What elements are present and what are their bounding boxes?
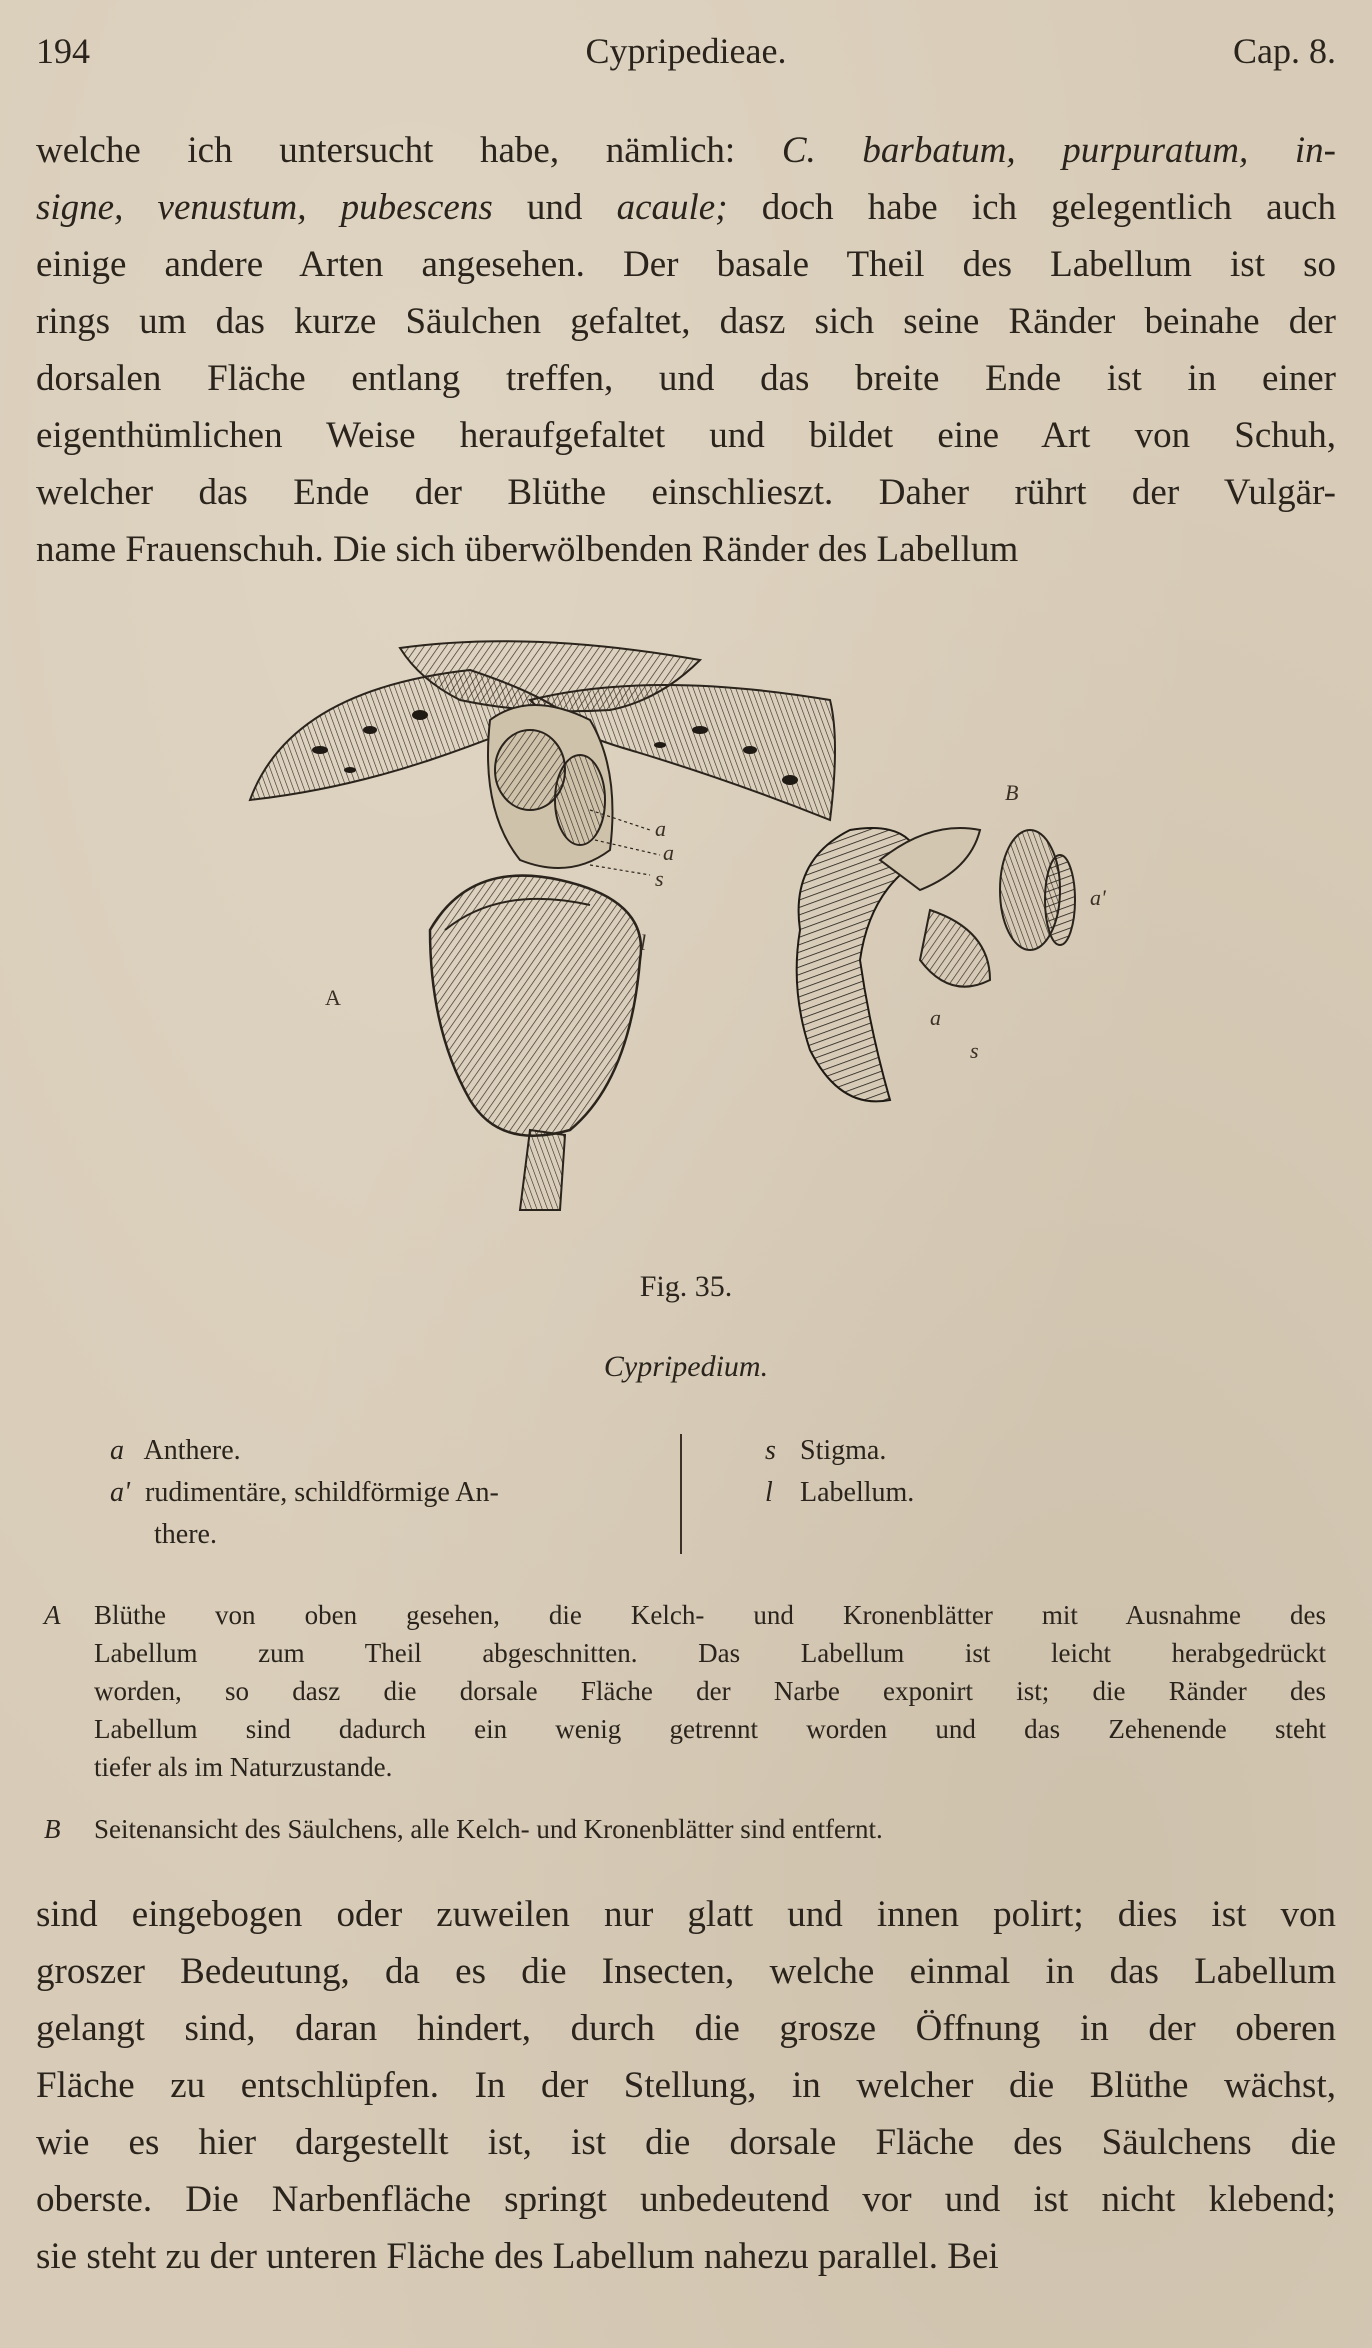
figure-label-l: l	[640, 930, 647, 955]
plate-text-A	[36, 1596, 1326, 1786]
text-run: doch habe ich gelegentlich auch	[727, 187, 1337, 228]
plate-description-B	[36, 1810, 1326, 1848]
figure-name: Cypripedium.	[603, 1350, 769, 1383]
plate-text-B	[36, 1810, 1326, 1848]
figure-label-B: B	[1005, 780, 1019, 805]
text-line: groszer Bedeutung, da es die Insecten, welche einmal in das Labellum	[36, 1951, 1336, 1992]
legend-key: l	[765, 1477, 773, 1508]
plate-description-A	[36, 1596, 1326, 1786]
figure-legend	[110, 1430, 1110, 1560]
figure-35	[230, 630, 1130, 1220]
italic-run: C. barbatum, purpuratum, in-	[781, 130, 1337, 171]
legend-divider	[680, 1434, 682, 1554]
legend-right-column	[765, 1430, 1105, 1514]
text-line: worden, so dasz die dorsale Fläche der Narbe exponirt ist; die Ränder des	[94, 1676, 1326, 1706]
legend-text: rudimentäre, schildförmige An-	[145, 1477, 499, 1508]
legend-entry	[110, 1430, 650, 1472]
legend-key: a'	[110, 1477, 130, 1508]
text-line: Labellum sind dadurch ein wenig getrennt worden und das Zehenende steht	[94, 1714, 1326, 1744]
text-line: sie steht zu der unteren Fläche des Labellum nahezu parallel. Bei	[36, 2236, 999, 2277]
text-line: wie es hier dargestellt ist, ist die dorsale Fläche des Säulchens die	[36, 2122, 1336, 2163]
figure-label-b-a: a	[930, 1005, 941, 1030]
figure-label-a-mid: a	[663, 840, 674, 865]
text-line: gelangt sind, daran hindert, durch die grosze Öffnung in der oberen	[36, 2008, 1336, 2049]
figure-label-s: s	[655, 866, 664, 891]
text-line: Blüthe von oben gesehen, die Kelch- und Kronenblätter mit Ausnahme des	[94, 1600, 1326, 1630]
legend-entry	[110, 1472, 650, 1514]
paragraph-bottom	[36, 1886, 1336, 2285]
chapter-label: Cap. 8.	[1233, 31, 1336, 71]
running-title: Cypripedieae.	[585, 31, 787, 71]
text-line	[36, 464, 1336, 521]
figure-b-drawing	[797, 828, 1075, 1101]
text-line: sind eingebogen oder zuweilen nur glatt und innen polirt; dies ist von	[36, 1894, 1336, 1935]
legend-text: Anthere.	[143, 1435, 241, 1466]
plate-key-B: B	[44, 1814, 61, 1844]
text-line: tiefer als im Naturzustande.	[94, 1752, 393, 1782]
paragraph-top	[36, 122, 1336, 578]
legend-key: a	[110, 1435, 124, 1466]
figure-label-a-top: a	[655, 816, 666, 841]
italic-run: signe, venustum, pubescens	[36, 187, 493, 228]
text-line	[36, 350, 1336, 407]
text-run: welcher das Ende der Blüthe einschlieszt. Daher rührt der Vulgär-	[36, 472, 1336, 513]
figure-label-A: A	[325, 985, 341, 1010]
text-line	[36, 179, 1336, 236]
legend-key: s	[765, 1435, 776, 1466]
legend-entry	[765, 1430, 1105, 1472]
text-line	[36, 122, 1336, 179]
legend-left-column	[110, 1430, 650, 1556]
text-line	[36, 407, 1336, 464]
text-line	[36, 236, 1336, 293]
text-run: rings um das kurze Säulchen gefaltet, dasz sich seine Ränder beinahe der	[36, 301, 1336, 342]
figure-35-engraving	[230, 630, 1130, 1220]
figure-label-b-s: s	[970, 1038, 979, 1063]
figure-label-b-a-prime: a'	[1090, 885, 1106, 910]
plate-key-A: A	[44, 1600, 61, 1630]
figure-a-drawing	[250, 641, 835, 1210]
text-line: oberste. Die Narbenfläche springt unbedeutend vor und ist nicht klebend;	[36, 2179, 1336, 2220]
legend-text: Stigma.	[800, 1435, 887, 1466]
text-line: Fläche zu entschlüpfen. In der Stellung, in welcher die Blüthe wächst,	[36, 2065, 1336, 2106]
text-line	[36, 521, 1336, 578]
legend-text: there.	[154, 1519, 217, 1550]
text-line: Seitenansicht des Säulchens, alle Kelch- und Kronenblätter sind entfernt.	[94, 1814, 883, 1844]
legend-entry	[765, 1472, 1105, 1514]
text-line: Labellum zum Theil abgeschnitten. Das Labellum ist leicht herabgedrückt	[94, 1638, 1326, 1668]
text-run: eigenthümlichen Weise heraufgefaltet und bildet eine Art von Schuh,	[36, 415, 1336, 456]
text-run: dorsalen Fläche entlang treffen, und das breite Ende ist in einer	[36, 358, 1336, 399]
legend-text: Labellum.	[800, 1477, 915, 1508]
italic-run: acaule;	[616, 187, 728, 228]
text-run: name Frauenschuh. Die sich überwölbenden Ränder des Labellum	[36, 529, 1019, 570]
figure-number: Fig. 35.	[639, 1270, 733, 1303]
running-header	[36, 30, 1336, 80]
text-line	[36, 293, 1336, 350]
text-run: und	[492, 187, 617, 228]
page-number: 194	[36, 31, 90, 71]
text-run: welche ich untersucht habe, nämlich:	[36, 130, 782, 171]
legend-entry-continuation	[110, 1514, 650, 1556]
text-run: einige andere Arten angesehen. Der basale Theil des Labellum ist so	[36, 244, 1336, 285]
